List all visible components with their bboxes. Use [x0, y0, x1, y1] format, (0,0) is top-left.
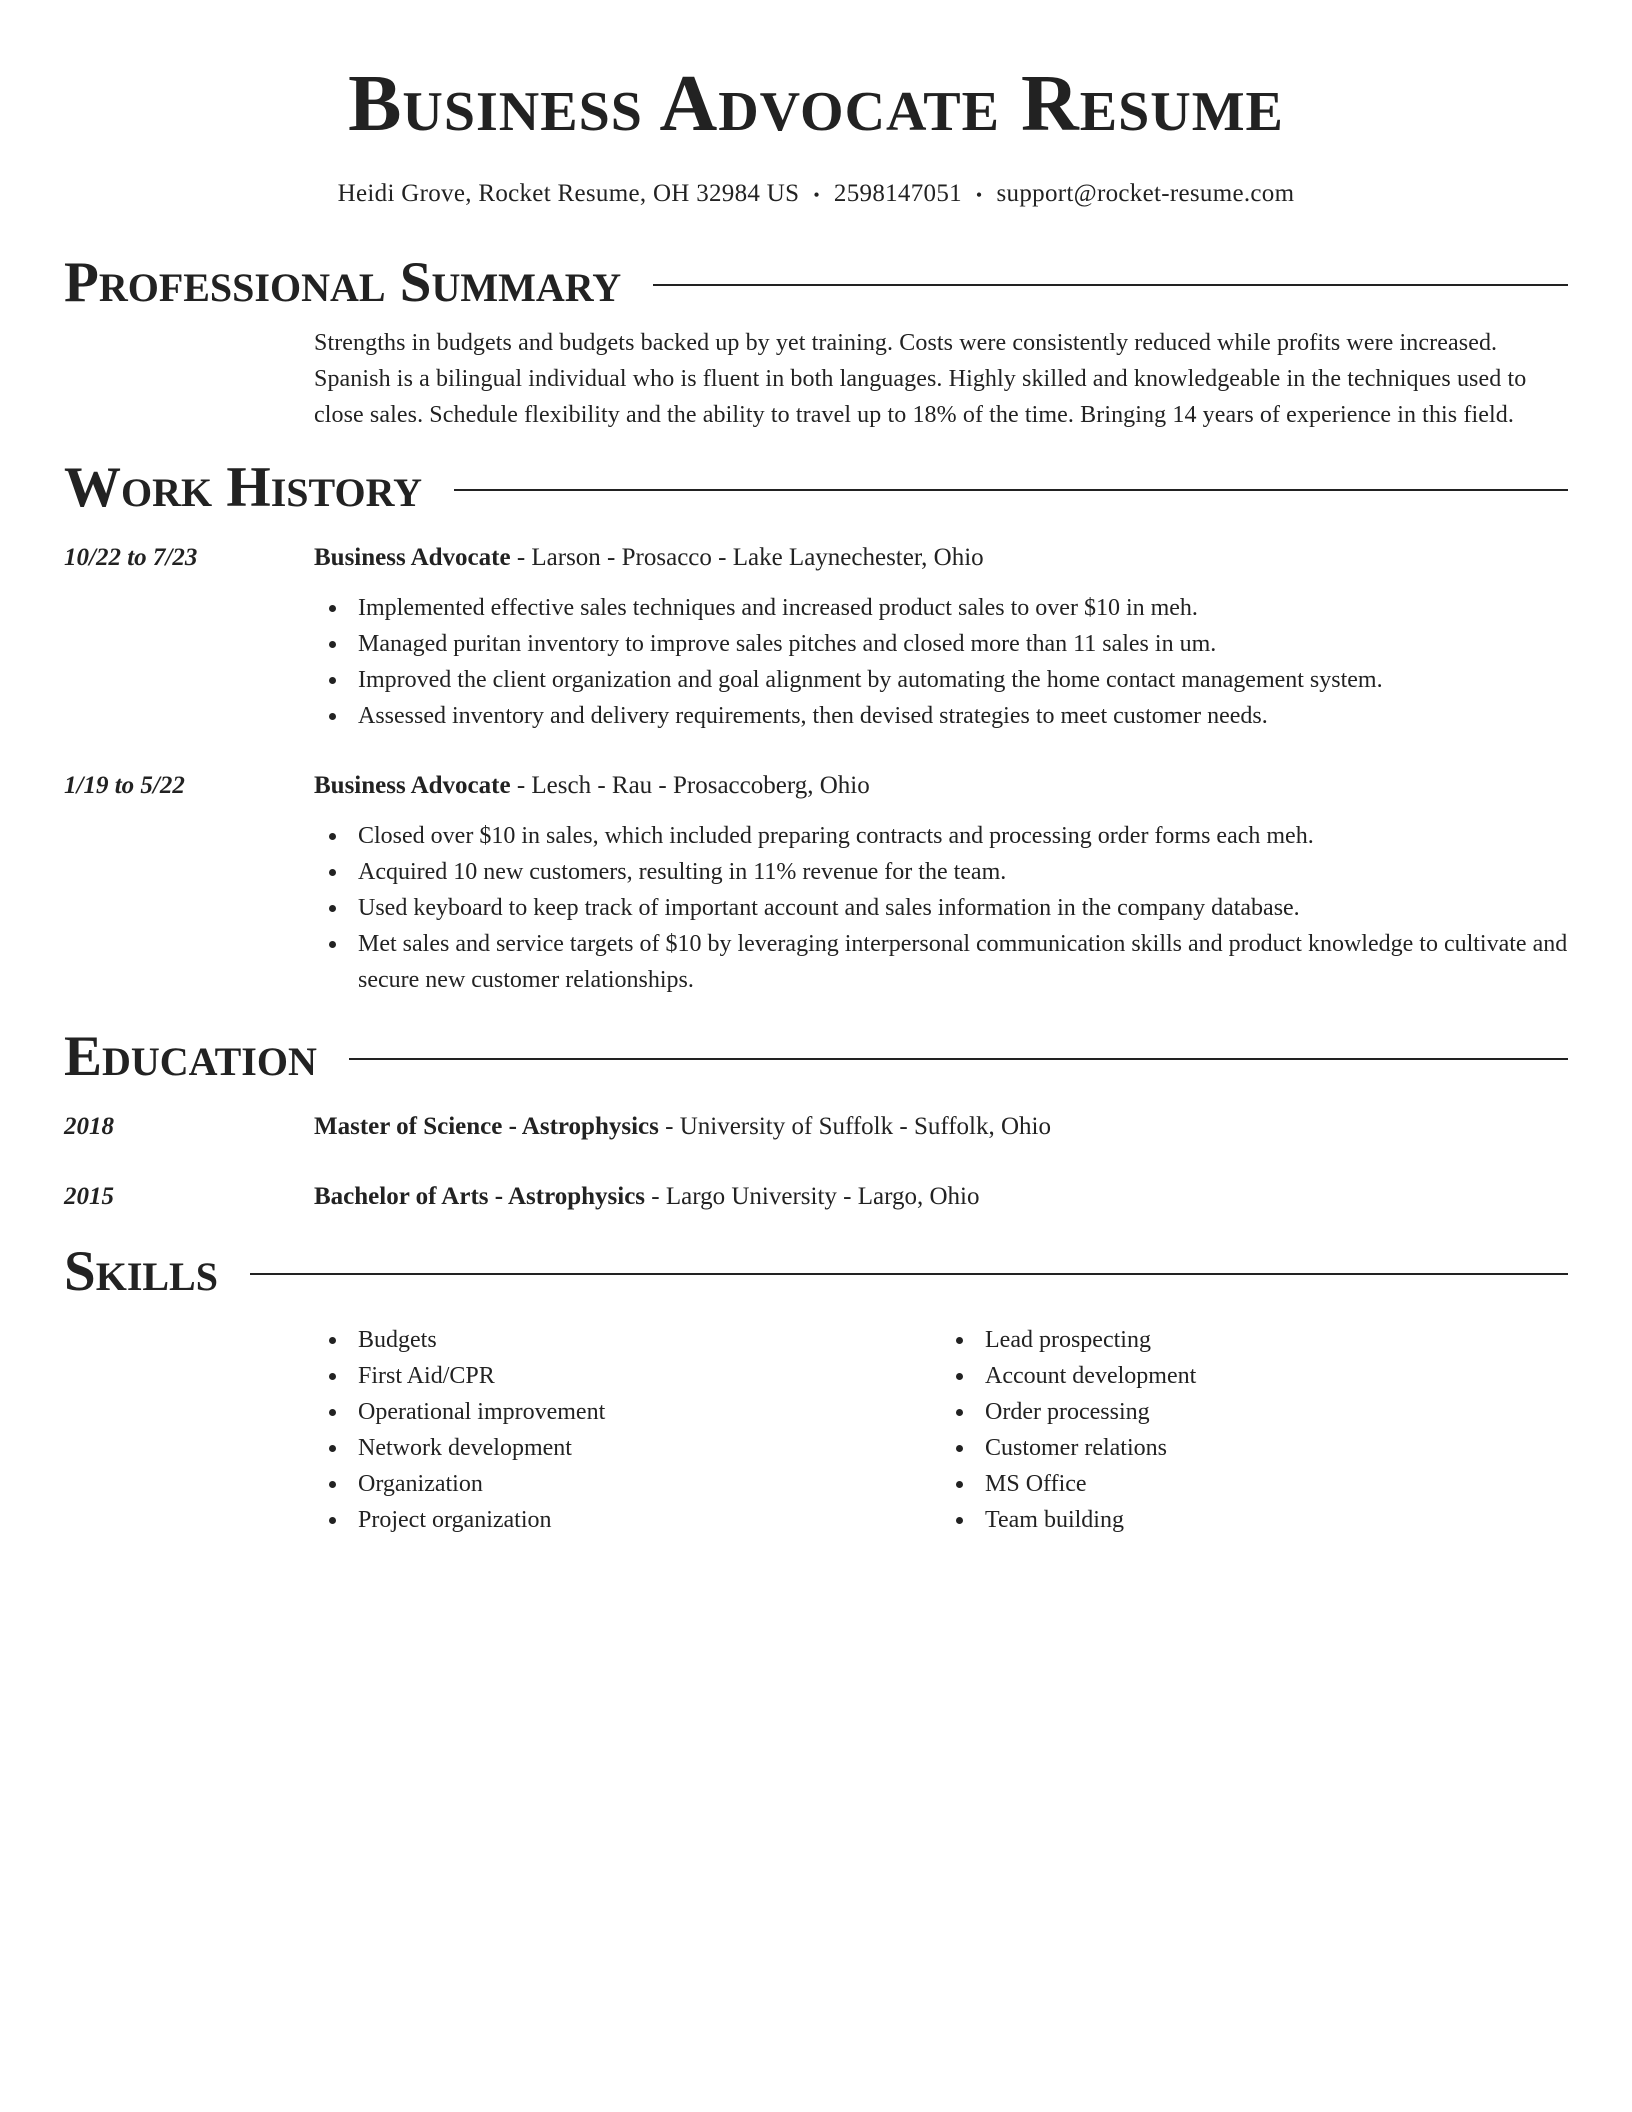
skill-item: MS Office — [941, 1466, 1568, 1502]
skills-columns — [314, 1322, 1568, 1538]
contact-separator: • — [975, 184, 983, 205]
section-title-skills: Skills — [64, 1240, 218, 1303]
education-entry — [64, 1109, 1568, 1145]
job-bullet: Implemented effective sales techniques and increased product sales to over $10 in meh. — [314, 590, 1568, 626]
job-dates: 10/22 to 7/23 — [64, 544, 198, 571]
summary-left-spacer — [64, 325, 314, 433]
job-bullet-list — [314, 818, 1568, 998]
education-degree: Bachelor of Arts - Astrophysics — [314, 1183, 646, 1210]
skill-item: Order processing — [941, 1394, 1568, 1430]
contact-email: support@rocket-resume.com — [996, 180, 1295, 207]
job-bullet: Closed over $10 in sales, which included preparing contracts and processing order forms each meh. — [314, 818, 1568, 854]
section-title-summary: Professional Summary — [64, 251, 622, 314]
education-degree: Master of Science - Astrophysics — [314, 1113, 659, 1140]
section-divider — [653, 284, 1568, 286]
skill-item: Project organization — [314, 1502, 941, 1538]
job-bullet: Used keyboard to keep track of important account and sales information in the company database. — [314, 890, 1568, 926]
skill-item: Lead prospecting — [941, 1322, 1568, 1358]
summary-row — [64, 325, 1568, 433]
skills-row — [64, 1322, 1568, 1538]
contact-line — [64, 180, 1568, 208]
job-employer: - Lesch - Rau - Prosaccoberg, Ohio — [510, 772, 870, 799]
job-title: Business Advocate — [314, 544, 511, 571]
skill-item: Team building — [941, 1502, 1568, 1538]
education-year: 2015 — [64, 1183, 114, 1210]
contact-phone: 2598147051 — [833, 180, 962, 207]
skill-item: Network development — [314, 1430, 941, 1466]
job-employer: - Larson - Prosacco - Lake Laynechester, Ohio — [510, 544, 984, 571]
job-bullet: Assessed inventory and delivery requirements, then devised strategies to meet customer needs. — [314, 698, 1568, 734]
skills-list-right — [941, 1322, 1568, 1538]
skill-item: First Aid/CPR — [314, 1358, 941, 1394]
job-dates: 1/19 to 5/22 — [64, 772, 185, 799]
job-bullet: Managed puritan inventory to improve sales pitches and closed more than 11 sales in um. — [314, 626, 1568, 662]
education-section-header — [64, 1025, 1568, 1088]
education-year: 2018 — [64, 1113, 114, 1140]
job-body — [314, 540, 1568, 734]
skills-list-left — [314, 1322, 941, 1538]
contact-separator: • — [813, 184, 820, 205]
job-bullet-list — [314, 590, 1568, 734]
section-divider — [349, 1058, 1568, 1060]
skill-item: Account development — [941, 1358, 1568, 1394]
education-entry — [64, 1179, 1568, 1215]
section-divider — [250, 1273, 1568, 1275]
section-divider — [454, 489, 1568, 491]
contact-address: Heidi Grove, Rocket Resume, OH 32984 US — [337, 180, 800, 207]
section-title-education: Education — [64, 1025, 317, 1088]
resume-title: Business Advocate Resume — [348, 60, 1284, 148]
skill-item: Customer relations — [941, 1430, 1568, 1466]
skill-item: Operational improvement — [314, 1394, 941, 1430]
summary-text: Strengths in budgets and budgets backed up by yet training. Costs were consistently reduced while profits were increased. Spanish is a bilingual individual who is fluent in both languages. Highly skilled and knowledgeable in the techniques used to close sales. Schedule flexibility and the ability to travel up to 18% of the time. Bringing 14 years of experience in this field. — [314, 330, 1527, 428]
job-heading — [314, 540, 1568, 576]
education-school: - University of Suffolk - Suffolk, Ohio — [658, 1113, 1051, 1140]
job-bullet: Acquired 10 new customers, resulting in 11% revenue for the team. — [314, 854, 1568, 890]
job-body — [314, 768, 1568, 998]
education-body — [314, 1109, 1568, 1145]
education-school: - Largo University - Largo, Ohio — [645, 1183, 980, 1210]
job-entry — [64, 768, 1568, 998]
job-bullet: Met sales and service targets of $10 by leveraging interpersonal communication skills and product knowledge to cultivate and secure new customer relationships. — [314, 926, 1568, 998]
job-entry — [64, 540, 1568, 734]
summary-section-header — [64, 251, 1568, 314]
work-section-header — [64, 456, 1568, 519]
skill-item: Organization — [314, 1466, 941, 1502]
section-title-work: Work History — [64, 456, 422, 519]
job-title: Business Advocate — [314, 772, 511, 799]
skills-left-spacer — [64, 1322, 314, 1538]
education-body — [314, 1179, 1568, 1215]
skills-section-header — [64, 1240, 1568, 1303]
job-bullet: Improved the client organization and goal alignment by automating the home contact management system. — [314, 662, 1568, 698]
job-heading — [314, 768, 1568, 804]
skill-item: Budgets — [314, 1322, 941, 1358]
